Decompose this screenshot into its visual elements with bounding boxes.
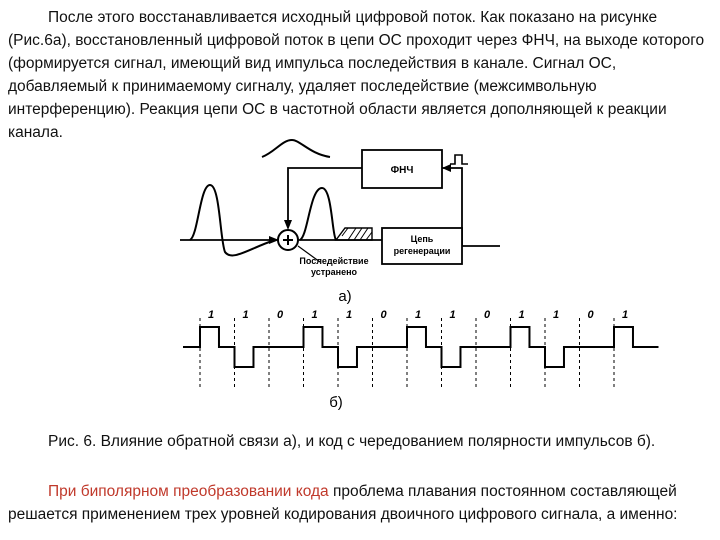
bit-label: 1 <box>242 309 249 321</box>
lpf-output-pulse <box>262 140 330 157</box>
input-pulse <box>190 185 275 255</box>
ami-code-waveform <box>183 309 659 388</box>
bit-label: 0 <box>277 309 284 321</box>
step-pulse <box>450 155 468 164</box>
bit-label: 1 <box>518 309 525 321</box>
bit-label: 0 <box>587 309 594 321</box>
regen-label-2: регенерации <box>393 246 451 256</box>
figure-a-label: а) <box>338 288 352 305</box>
lpf-label: ФНЧ <box>390 165 414 176</box>
feedback-diagram <box>180 140 500 264</box>
bit-label: 1 <box>311 309 318 321</box>
bit-label: 1 <box>449 309 456 321</box>
ami-signal-line <box>183 327 659 367</box>
output-pulse <box>300 188 336 240</box>
bipolar-highlight: При биполярном преобразовании кода <box>48 483 329 500</box>
figure-b-label: б) <box>329 394 343 411</box>
aftereffect-note-1: Последействие <box>299 256 369 266</box>
figure-caption: Рис. 6. Влияние обратной связи а), и код с чередованием полярности импульсов б). <box>48 433 656 450</box>
bit-label: 1 <box>346 309 353 321</box>
regen-label-1: Цепь <box>410 234 434 244</box>
bit-label: 1 <box>415 309 422 321</box>
bit-label: 0 <box>380 309 387 321</box>
bit-label: 1 <box>553 309 560 321</box>
bipolar-paragraph <box>8 480 708 526</box>
aftereffect-note-2: устранено <box>310 267 358 277</box>
bit-label: 1 <box>208 309 215 321</box>
bit-label: 1 <box>622 309 629 321</box>
bit-label: 0 <box>484 309 491 321</box>
bipolar-rest: проблема плавания постоянном составляющей решается применением трех уровней кодирования двоичного цифрового сигнала, а именно: <box>8 483 678 523</box>
lpf-to-summer-wire <box>288 168 362 222</box>
intro-paragraph: После этого восстанавливается исходный цифровой поток. Как показано на рисунке (Рис.6а), восстановленный цифровой поток в цепи ОС проходит через ФНЧ, на выходе которого (формируется сигнал, имеющий вид импульса последействия в канале. Сигнал ОС, добавляемый к принимаемому сигналу, удаляет последействие (межсимвольную интерференцию). Реакция цепи ОС в частотной области является дополняющей к реакции канала. <box>8 9 705 141</box>
